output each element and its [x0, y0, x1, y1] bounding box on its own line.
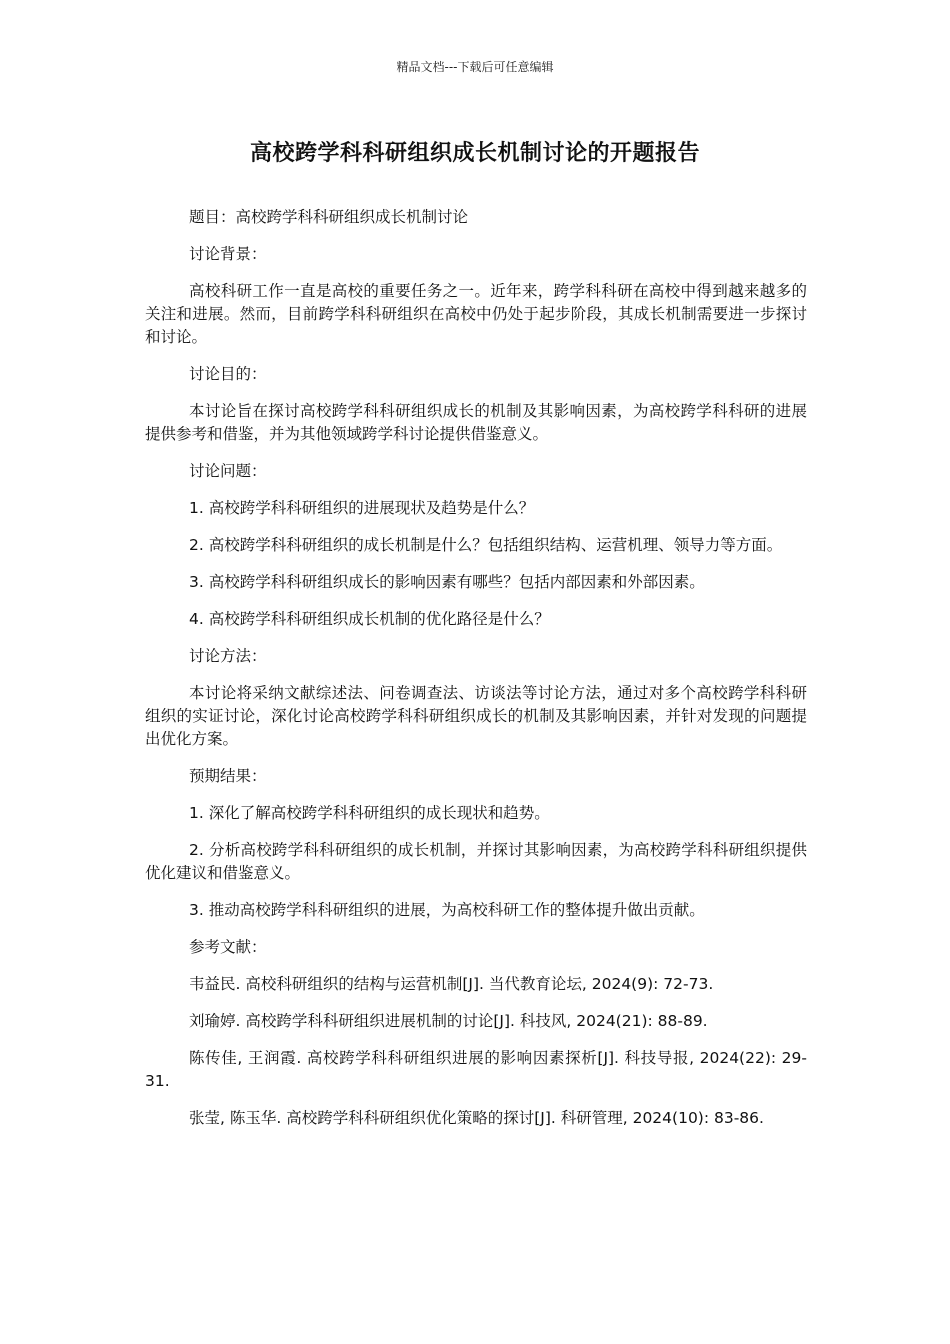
question-item: 2. 高校跨学科科研组织的成长机制是什么？包括组织结构、运营机理、领导力等方面。 — [189, 536, 783, 554]
question-item: 3. 高校跨学科科研组织成长的影响因素有哪些？包括内部因素和外部因素。 — [189, 573, 705, 591]
methods-text: 本讨论将采纳文献综述法、问卷调查法、访谈法等讨论方法，通过对多个高校跨学科科研组织的实证讨论，深化讨论高校跨学科科研组织成长的机制及其影响因素，并针对发现的问题提出优化方案。 — [145, 684, 807, 748]
reference-item: 张莹, 陈玉华. 高校跨学科科研组织优化策略的探讨[J]. 科研管理, 2024(10): 83-86. — [189, 1109, 764, 1127]
reference-item: 韦益民. 高校科研组织的结构与运营机制[J]. 当代教育论坛, 2024(9): 72-73. — [189, 975, 714, 993]
document-title: 高校跨学科科研组织成长机制讨论的开题报告 — [249, 141, 700, 166]
result-item: 3. 推动高校跨学科科研组织的进展，为高校科研工作的整体提升做出贡献。 — [189, 901, 705, 919]
purpose-text: 本讨论旨在探讨高校跨学科科研组织成长的机制及其影响因素，为高校跨学科科研的进展提供参考和借鉴，并为其他领域跨学科讨论提供借鉴意义。 — [145, 402, 807, 443]
reference-item: 刘瑜婷. 高校跨学科科研组织进展机制的讨论[J]. 科技风, 2024(21): 88-89. — [189, 1012, 708, 1030]
section-heading-references: 参考文献： — [189, 938, 267, 956]
subject-line: 题目：高校跨学科科研组织成长机制讨论 — [189, 208, 469, 226]
document-body — [145, 206, 807, 1144]
result-item: 2. 分析高校跨学科科研组织的成长机制，并探讨其影响因素，为高校跨学科科研组织提供优化建议和借鉴意义。 — [145, 841, 807, 882]
section-heading-questions: 讨论问题： — [189, 462, 267, 480]
result-item: 1. 深化了解高校跨学科科研组织的成长现状和趋势。 — [189, 804, 550, 822]
background-text: 高校科研工作一直是高校的重要任务之一。近年来，跨学科科研在高校中得到越来越多的关注和进展。然而，目前跨学科科研组织在高校中仍处于起步阶段，其成长机制需要进一步探讨和讨论。 — [145, 282, 807, 346]
section-heading-background: 讨论背景： — [189, 245, 267, 263]
question-item: 4. 高校跨学科科研组织成长机制的优化路径是什么？ — [189, 610, 550, 628]
header-note: 精品文档---下载后可任意编辑 — [396, 60, 554, 74]
section-heading-purpose: 讨论目的： — [189, 365, 267, 383]
section-heading-methods: 讨论方法： — [189, 647, 267, 665]
section-heading-results: 预期结果： — [189, 767, 267, 785]
reference-item: 陈传佳, 王润霞. 高校跨学科科研组织进展的影响因素探析[J]. 科技导报, 2024(22): 29-31. — [145, 1049, 807, 1090]
question-item: 1. 高校跨学科科研组织的进展现状及趋势是什么？ — [189, 499, 535, 517]
